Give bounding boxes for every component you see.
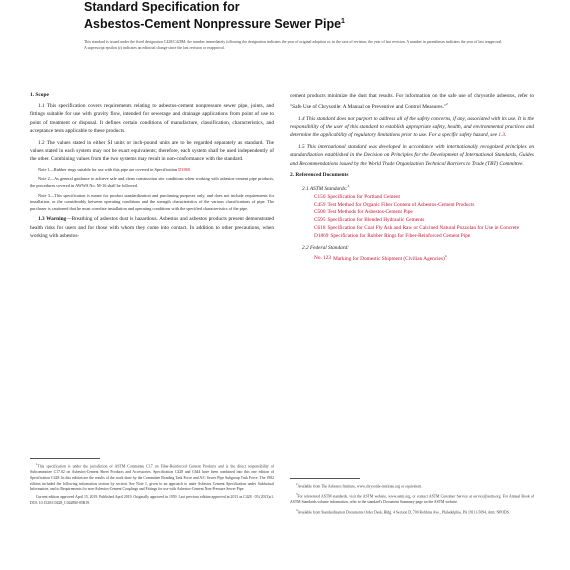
astm-reference-title[interactable]: Specification for Rubber Rings for Fiber-Reinforced Cement Pipe [330, 232, 471, 239]
note-1-link[interactable]: D1869 [178, 166, 190, 172]
astm-reference-4[interactable] [314, 225, 534, 233]
right-column [290, 92, 534, 263]
astm-reference-list [290, 194, 534, 241]
title-line-2 [84, 15, 544, 32]
footnote-right-2 [290, 508, 534, 516]
safety-text: 1.4 This standard does not purport to address all of the safety concerns, if any, associated with its use. It is the responsibility of the user of this standard to establish appropriate safety, health, and environmental practices and determine the applicability of regulatory limitations prior to use. For a specific safety hazard, see [290, 115, 534, 139]
document-title [84, 0, 544, 31]
warning-continued-text: cement products minimize the dust that results. For information on the safe use of chrysotile asbestos, refer to "Safe Use of Chrysotile: A Manual on Preventive and Control Measures." [290, 93, 534, 111]
astm-standards-subheading [302, 182, 534, 193]
note-1-prefix: Note 1— [38, 166, 54, 172]
astm-reference-code[interactable]: C459 [314, 201, 326, 208]
federal-reference-list [290, 253, 534, 264]
paragraph-1-1: 1.1 This specification covers requirements relating to asbestos-cement nonpressure sewer pipe, joints, and fittings suitable for use with gravity flow, intended for sewerage and drainage applications from point of use to point of treatment or disposal. It defines certain conditions of manufacture, classification, characteristics, and acceptance tests applicable to these products. [30, 103, 274, 135]
scope-heading: 1. Scope [30, 92, 49, 98]
note-3: Note 3—This specification is meant for product standardization and purchasing purposes only, and does not include requirements for installation, or the considerably between operating conditions and the strength characteristics of the various classifications of pipe. The purchaser is cautioned that he must correlate installation and operating conditions with the specified characteristics of the pipe. [30, 192, 274, 211]
federal-standard-subheading: 2.2 Federal Standard: [302, 244, 350, 251]
astm-reference-0[interactable] [314, 194, 534, 202]
title-line-1: Standard Specification for [84, 0, 240, 14]
astm-reference-code[interactable]: C595 [314, 217, 326, 224]
astm-reference-title[interactable]: Test Method for Organic Fiber Content of Asbestos-Cement Products [327, 201, 475, 208]
federal-reference-title[interactable]: Marking for Domestic Shipment (Civilian Agencies) [333, 255, 445, 262]
title-footnote-mark: 1 [341, 17, 345, 25]
federal-reference-footnote-mark: 4 [444, 253, 447, 258]
footnote-right-text: Available from The Asbestos Institute, www.chrysotile-institute.org or equivalent. [297, 484, 422, 489]
astm-reference-code[interactable]: C618 [314, 224, 326, 231]
warning-label: 1.3 Warning [38, 216, 67, 223]
paragraph-1-4 [290, 115, 534, 140]
astm-reference-title[interactable]: Specification for Portland Cement [327, 193, 401, 200]
astm-reference-5[interactable] [314, 233, 534, 241]
astm-reference-code[interactable]: C500 [314, 209, 326, 216]
paragraph-1-3 [30, 215, 274, 240]
note-1 [30, 167, 274, 174]
referenced-documents-heading: 2. Referenced Documents [290, 172, 349, 179]
astm-reference-title[interactable]: Specification for Coal Fly Ash and Raw or Calcined Natural Pozzolan for Use in Concrete [327, 224, 520, 231]
issuance-note: This standard is issued under the fixed designation C428/C428M; the number immediately following the designation indicates the year of original adoption or, in the case of revision, the year of last revision. A number in parentheses indicates the year of last reapproval. A superscript epsilon (ε) indicates an editorial change since the last revision or reapproval. [84, 40, 503, 50]
footnote-right-0 [290, 482, 534, 490]
astm-reference-3[interactable] [314, 217, 534, 225]
warning-text: —Breathing of asbestos dust is hazardous. Asbestos and asbestos products present demonstrated health risks for users and for those with whom they come into contact. In addition to other precautions, when working with asbestos- [30, 216, 274, 240]
footnote-1 [30, 462, 274, 493]
astm-reference-code[interactable]: D1869 [314, 232, 329, 239]
paragraph-1-3-continued [290, 92, 534, 112]
footnote-right-mark: 4 [296, 507, 298, 512]
footnote-right-text: For referenced ASTM standards, visit the ASTM website, www.astm.org, or contact ASTM Customer Service at service@astm.org. For Annual Book of ASTM Standards volume information, refer to the standard's Document Summary page on the ASTM website. [290, 494, 534, 505]
safety-end: . [505, 132, 507, 139]
footnote-right-text: Available from Standardization Documents Order Desk, Bldg. 4 Section D, 700 Robbins Ave., Philadelphia, PA 19111-5094, Attn: NPODS. [297, 510, 510, 515]
astm-reference-title[interactable]: Specification for Blended Hydraulic Cements [327, 217, 425, 224]
footnote-edition: Current edition approved April 15, 2019. Published April 2019. Originally approved in 1959. Last previous edition approved in 2013 as C428 - 05 (2013)ε1. DOI: 10.1520/C0428_C0428M-05R19. [30, 495, 274, 506]
footnote-right-mark: 3 [296, 492, 298, 497]
astm-reference-2[interactable] [314, 209, 534, 217]
footnote-ref-3: 3 [347, 184, 350, 189]
safety-link[interactable]: 1.3 [498, 132, 505, 139]
federal-reference-0[interactable] [314, 253, 534, 264]
paragraph-1-2: 1.2 The values stated in either SI units or inch-pound units are to be regarded separately as standard. The values stated in each system may not be exact equivalents; therefore, each system shall be used independently of the other. Combining values from the two systems may result in non-conformance with the standard. [30, 139, 274, 163]
note-2: Note 2—As general guidance to achieve safe and clean construction site conditions when working with asbestos-cement pipe products, the procedures covered in AWWA No. M-16 shall be followed. [30, 176, 274, 189]
footnote-list-right [290, 482, 534, 516]
astm-reference-code[interactable]: C150 [314, 193, 326, 200]
footnote-divider [30, 458, 100, 459]
title-main: Asbestos-Cement Nonpressure Sewer Pipe [84, 16, 342, 31]
footnote-1-text: This specification is under the jurisdiction of ASTM Committee C17 on Fiber-Reinforced Cement Products and is the direct responsibility of Subcommittee C17.02 on Asbestos-Cement Sheet Products and Accessories. Specification C428 and C644 have been combined into this one edition of Specification C428. In this edition are the results of the work done by the Committee Bonding Task Force and A/C Sewer Pipe Subgroup Task Force. The 1982 edition included the following information section by section. See Note 1, given to an approach to unite Asbestos Cement Specification under Subfactual Information, and to Requirements for non-Asbestos-Cement Couplings and Fittings for use with Asbestos-Cement Non-Pressure Sewer Pipe. [30, 464, 274, 492]
footnote-right-mark: 2 [296, 482, 298, 486]
astm-reference-title[interactable]: Test Methods for Asbestos-Cement Pipe [327, 209, 413, 216]
left-column [30, 92, 274, 244]
footnotes-right [290, 472, 534, 518]
astm-standards-label: 2.1 ASTM Standards: [302, 185, 348, 192]
note-1-text: Rubber rings suitable for use with this pipe are covered in Specification [53, 166, 179, 172]
note-1-end: . [189, 166, 191, 172]
footnote-right-1 [290, 492, 534, 506]
paragraph-1-5: 1.5 This international standard was developed in accordance with internationally recognized principles on standardization established in the Decision on Principles for the Development of International Standards, Guides and Recommendations issued by the World Trade Organization Technical Barriers to Trade (TBT) Committee. [290, 143, 534, 167]
footnotes-left [30, 452, 274, 509]
footnote-divider-right [290, 478, 360, 479]
footnote-ref-2: 2 [446, 102, 448, 107]
federal-reference-code[interactable]: No. 123 [314, 255, 332, 262]
footnote-mark-1: 1 [36, 462, 38, 466]
